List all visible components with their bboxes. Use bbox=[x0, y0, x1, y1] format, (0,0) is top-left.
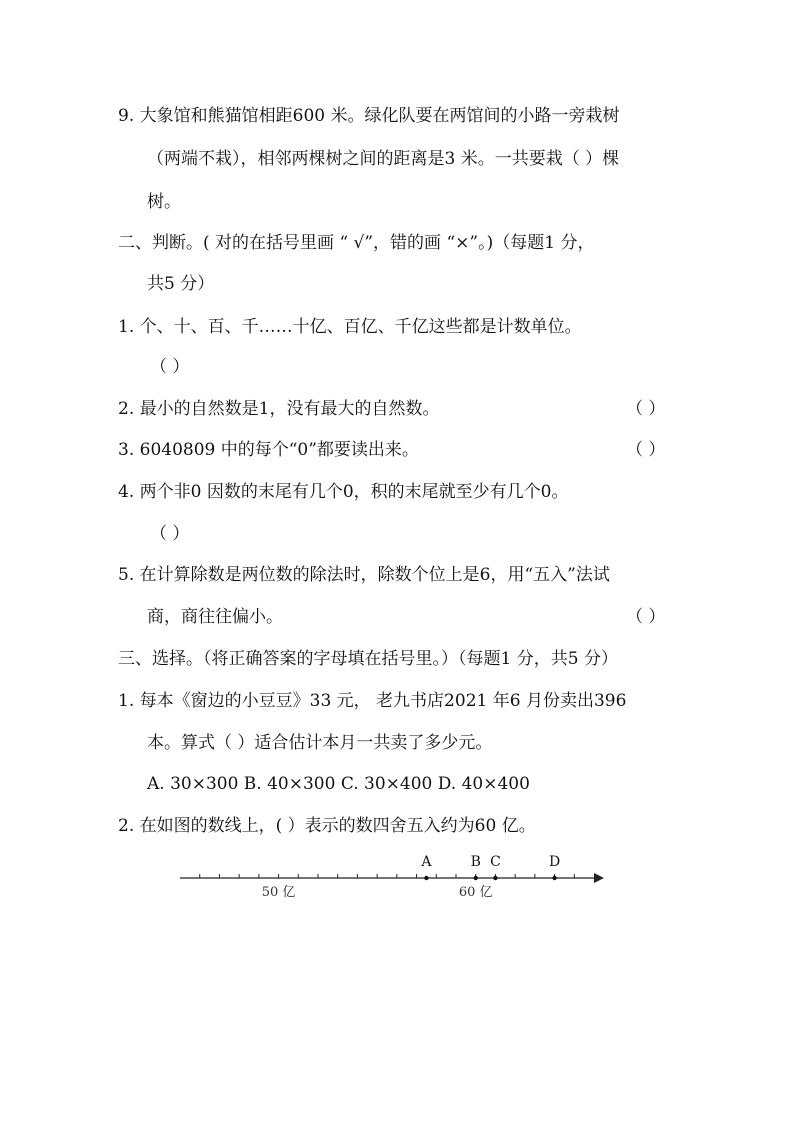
number-line-points bbox=[420, 854, 560, 880]
number-line-point-b bbox=[474, 876, 478, 880]
q9-line-1: 9. 大象馆和熊猫馆相距600 米。绿化队要在两馆间的小路一旁栽树 bbox=[118, 106, 620, 126]
number-line-point-d bbox=[552, 876, 556, 880]
choice-1-options: A. 30×300 B. 40×300 C. 30×400 D. 40×400 bbox=[147, 774, 530, 794]
judge-5-line-2: 商，商往往偏小。 bbox=[147, 607, 283, 627]
choice-1-line-1: 1. 每本《窗边的小豆豆》33 元， 老九书店2021 年6 月份卖出396 bbox=[118, 691, 627, 711]
judge-2-answer-bracket: （ ） bbox=[626, 399, 666, 419]
judge-2-line-1: 2. 最小的自然数是1，没有最大的自然数。 bbox=[118, 399, 440, 419]
number-line-point-label-b: B bbox=[470, 854, 481, 870]
number-line-tick-label: 60 亿 bbox=[458, 885, 493, 900]
section-2-heading: 二、判断。( 对的在括号里画 “ √”，错的画 “×”。)（每题1 分， bbox=[118, 233, 595, 253]
judge-3-line-1: 3. 6040809 中的每个“0”都要读出来。 bbox=[118, 440, 419, 460]
judge-1-bracket: （ ） bbox=[150, 357, 190, 377]
choice-1-line-2: 本。算式（ ）适合估计本月一共卖了多少元。 bbox=[147, 733, 493, 753]
judge-1-line-1: 1. 个、十、百、千……十亿、百亿、千亿这些都是计数单位。 bbox=[118, 317, 582, 337]
judge-5-line-1: 5. 在计算除数是两位数的除法时，除数个位上是6，用“五入”法试 bbox=[118, 565, 610, 585]
judge-5-answer-bracket: （ ） bbox=[626, 607, 666, 627]
number-line-labels bbox=[262, 885, 493, 900]
judge-4-bracket: （ ） bbox=[150, 524, 190, 544]
number-line-point-label-d: D bbox=[548, 854, 561, 870]
number-line-point-label-a: A bbox=[421, 854, 432, 870]
number-line-arrow-icon bbox=[594, 873, 604, 883]
section-3-heading: 三、选择。（将正确答案的字母填在括号里。）（每题1 分，共5 分） bbox=[118, 649, 618, 669]
number-line-svg bbox=[170, 850, 610, 910]
number-line-tick-label: 50 亿 bbox=[261, 885, 296, 900]
number-line-point-label-c: C bbox=[490, 854, 501, 870]
q9-line-2: （两端不栽），相邻两棵树之间的距离是3 米。一共要栽（ ）棵 bbox=[147, 149, 620, 169]
q9-line-3: 树。 bbox=[147, 192, 181, 212]
number-line-figure bbox=[170, 850, 610, 910]
section-2-heading-cont: 共5 分） bbox=[147, 274, 215, 294]
number-line-point-c bbox=[493, 876, 497, 880]
judge-3-answer-bracket: （ ） bbox=[626, 440, 666, 460]
number-line-point-a bbox=[424, 876, 428, 880]
choice-2-line-1: 2. 在如图的数线上，( ）表示的数四舍五入约为60 亿。 bbox=[118, 816, 536, 836]
judge-4-line-1: 4. 两个非0 因数的末尾有几个0，积的末尾就至少有几个0。 bbox=[118, 482, 569, 502]
